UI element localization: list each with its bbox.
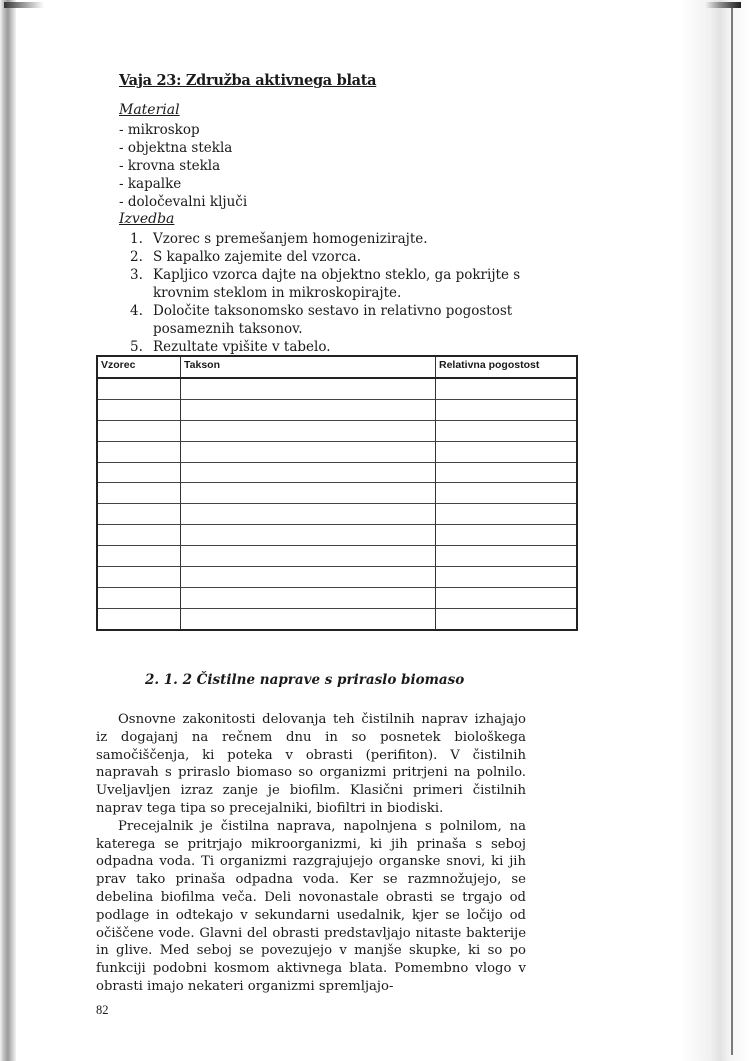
table-row xyxy=(97,378,577,399)
cell-vzorec xyxy=(97,587,181,608)
cell-relativna-pogostost xyxy=(436,504,578,525)
cell-takson xyxy=(181,504,436,525)
material-item: - krovna stekla xyxy=(119,158,221,174)
step-text: S kapalko zajemite del vzorca. xyxy=(153,249,361,265)
step-number: 1. xyxy=(130,231,143,247)
table-row xyxy=(97,587,577,608)
paragraph: Osnovne zakonitosti delovanja teh čistilnih naprav izhajajo iz dogajanj na rečnem dnu in so posnetek biološkega samočiščenja, ki poteka v obrasti (perifiton). V čistilnih napravah s priraslo biomaso so organizmi pritrjeni na polnilo. Uveljavljen izraz zanje je biofilm. Klasični primeri čistilnih naprav tega tipa so precejalniki, biofiltri in biodiski. xyxy=(96,712,526,816)
cell-takson xyxy=(181,587,436,608)
cell-takson xyxy=(181,378,436,399)
procedure-step xyxy=(130,302,550,338)
cell-relativna-pogostost xyxy=(436,483,578,504)
material-item: - kapalke xyxy=(119,176,182,192)
table-row xyxy=(97,483,577,504)
cell-relativna-pogostost xyxy=(436,546,578,567)
results-table xyxy=(96,355,578,631)
table-row xyxy=(97,420,577,441)
material-item: - mikroskop xyxy=(119,122,200,138)
page-corner-shadow-right xyxy=(705,2,741,8)
exercise-title: Vaja 23: Združba aktivnega blata xyxy=(119,72,377,89)
cell-takson xyxy=(181,525,436,546)
cell-takson xyxy=(181,546,436,567)
procedure-steps xyxy=(130,230,550,356)
step-number: 2. xyxy=(130,249,143,265)
cell-vzorec xyxy=(97,525,181,546)
cell-relativna-pogostost xyxy=(436,420,578,441)
cell-vzorec xyxy=(97,378,181,399)
cell-vzorec xyxy=(97,546,181,567)
cell-relativna-pogostost xyxy=(436,441,578,462)
cell-relativna-pogostost xyxy=(436,525,578,546)
cell-takson xyxy=(181,441,436,462)
table-row xyxy=(97,608,577,629)
table-body xyxy=(97,378,577,630)
material-heading: Material xyxy=(119,102,180,118)
procedure-heading: Izvedba xyxy=(119,211,175,227)
cell-vzorec xyxy=(97,608,181,629)
step-number: 5. xyxy=(130,339,143,355)
table-row xyxy=(97,399,577,420)
table-row xyxy=(97,567,577,588)
cell-takson xyxy=(181,483,436,504)
step-number: 4. xyxy=(130,303,143,319)
cell-takson xyxy=(181,420,436,441)
paragraph: Precejalnik je čistilna naprava, napolnjena s polnilom, na katerega se pritrjajo mikroorganizmi, ki jih prinaša s seboj odpadna voda. Ti organizmi razgrajujejo organske snovi, ki jih prav tako prinaša odpadna voda. Ker se razmnožujejo, se debelina biofilma veča. Deli novonastale obrasti se trgajo od podlage in odtekajo v sekundarni usedalnik, kjer se ločijo od očiščene vode. Glavni del obrasti predstavljajo nitaste bakterije in glive. Med seboj se povezujejo v manjše skupke, ki so po funkciji podobni kosmom aktivnega blata. Pomembno vlogo v obrasti imajo nekateri organizmi spremljajo- xyxy=(96,818,526,994)
cell-vzorec xyxy=(97,420,181,441)
header-relativna-pogostost: Relativna pogostost xyxy=(436,356,578,378)
material-item: - objektna stekla xyxy=(119,140,233,156)
section-heading: 2. 1. 2 Čistilne naprave s priraslo biomaso xyxy=(145,672,465,688)
step-text: Kapljico vzorca dajte na objektno steklo, ga pokrijte s krovnim steklom in mikroskopirajte. xyxy=(153,267,521,301)
cell-relativna-pogostost xyxy=(436,587,578,608)
cell-vzorec xyxy=(97,504,181,525)
cell-relativna-pogostost xyxy=(436,567,578,588)
page-binding-shadow-left xyxy=(0,0,16,1061)
cell-takson xyxy=(181,608,436,629)
step-text: Določite taksonomsko sestavo in relativno pogostost posameznih taksonov. xyxy=(153,303,513,337)
table-row xyxy=(97,546,577,567)
page-edge-shadow-right xyxy=(680,0,750,1061)
step-number: 3. xyxy=(130,267,143,283)
table-row xyxy=(97,441,577,462)
cell-takson xyxy=(181,567,436,588)
procedure-step xyxy=(130,248,550,266)
cell-vzorec xyxy=(97,483,181,504)
cell-vzorec xyxy=(97,441,181,462)
table-row xyxy=(97,462,577,483)
table-row xyxy=(97,504,577,525)
cell-takson xyxy=(181,462,436,483)
header-vzorec: Vzorec xyxy=(97,356,181,378)
cell-relativna-pogostost xyxy=(436,608,578,629)
step-text: Rezultate vpišite v tabelo. xyxy=(153,339,331,355)
table-row xyxy=(97,525,577,546)
cell-relativna-pogostost xyxy=(436,462,578,483)
table-header-row xyxy=(97,356,577,378)
page-corner-shadow-left xyxy=(4,2,44,8)
cell-takson xyxy=(181,399,436,420)
section-body xyxy=(96,711,526,996)
header-takson: Takson xyxy=(181,356,436,378)
cell-relativna-pogostost xyxy=(436,399,578,420)
procedure-step xyxy=(130,266,550,302)
material-item: - določevalni ključi xyxy=(119,194,248,210)
cell-vzorec xyxy=(97,462,181,483)
step-text: Vzorec s premešanjem homogenizirajte. xyxy=(153,231,428,247)
cell-vzorec xyxy=(97,567,181,588)
cell-relativna-pogostost xyxy=(436,378,578,399)
page-edge-line-right xyxy=(731,5,733,1055)
cell-vzorec xyxy=(97,399,181,420)
procedure-step xyxy=(130,230,550,248)
procedure-step xyxy=(130,338,550,356)
material-list xyxy=(119,121,247,211)
page-number: 82 xyxy=(96,1003,109,1017)
